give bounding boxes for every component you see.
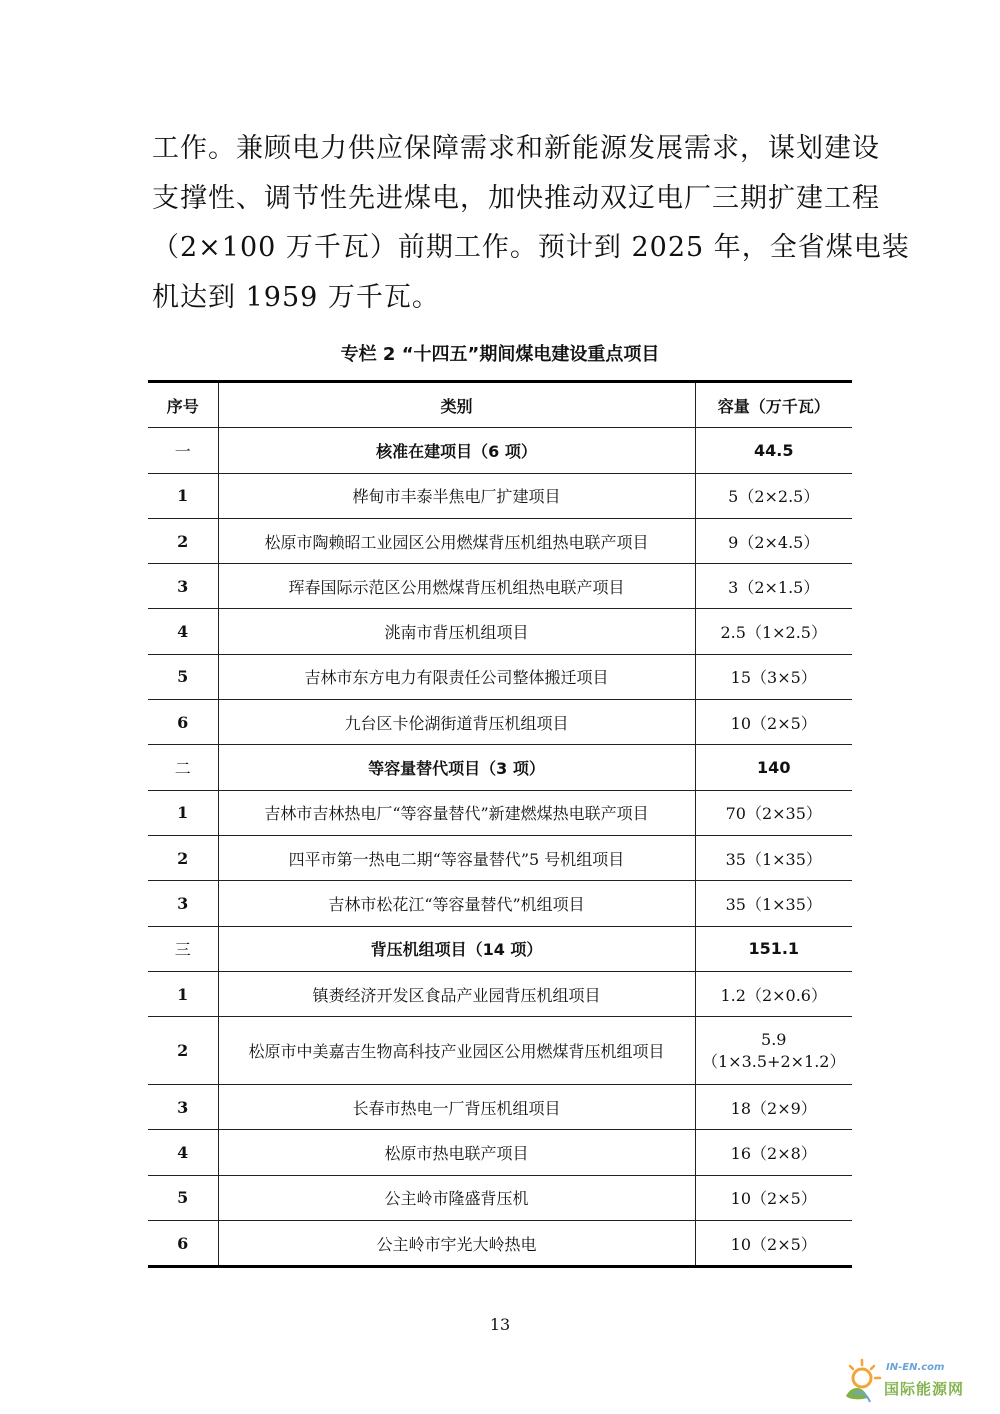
row-project-name: 洮南市背压机组项目 xyxy=(218,609,695,654)
row-project-name: 松原市中美嘉吉生物高科技产业园区公用燃煤背压机组项目 xyxy=(218,1017,695,1085)
row-capacity: 1.2（2×0.6） xyxy=(695,971,852,1016)
paragraph-line: （2×100 万千瓦）前期工作。预计到 2025 年，全省煤电装 xyxy=(152,232,910,263)
row-number: 2 xyxy=(148,518,218,563)
row-number: 二 xyxy=(148,745,218,790)
row-number: 1 xyxy=(148,790,218,835)
row-project-name: 镇赉经济开发区食品产业园背压机组项目 xyxy=(218,971,695,1016)
paragraph-line: 工作。兼顾电力供应保障需求和新能源发展需求，谋划建设 xyxy=(152,133,880,164)
row-number: 2 xyxy=(148,1017,218,1085)
row-number: 6 xyxy=(148,700,218,745)
row-number: 5 xyxy=(148,654,218,699)
row-capacity: 9（2×4.5） xyxy=(695,518,852,563)
row-capacity: 18（2×9） xyxy=(695,1085,852,1130)
row-project-name: 公主岭市隆盛背压机 xyxy=(218,1175,695,1220)
row-number: 3 xyxy=(148,881,218,926)
table-row xyxy=(148,881,852,926)
row-project-name: 背压机组项目（14 项） xyxy=(218,926,695,971)
row-number: 2 xyxy=(148,835,218,880)
watermark-text: 国际能源网 xyxy=(884,1380,965,1398)
table-row xyxy=(148,518,852,563)
table-row xyxy=(148,1175,852,1220)
row-number: 三 xyxy=(148,926,218,971)
row-project-name: 四平市第一热电二期“等容量替代”5 号机组项目 xyxy=(218,835,695,880)
row-project-name: 公主岭市宇光大岭热电 xyxy=(218,1221,695,1267)
table-row xyxy=(148,654,852,699)
table-row xyxy=(148,790,852,835)
table-row xyxy=(148,473,852,518)
row-project-name: 吉林市吉林热电厂“等容量替代”新建燃煤热电联产项目 xyxy=(218,790,695,835)
row-capacity: 5（2×2.5） xyxy=(695,473,852,518)
header-capacity: 容量（万千瓦） xyxy=(695,382,852,428)
row-capacity: 10（2×5） xyxy=(695,700,852,745)
row-capacity: 35（1×35） xyxy=(695,835,852,880)
row-project-name: 核准在建项目（6 项） xyxy=(218,428,695,473)
row-capacity: 3（2×1.5） xyxy=(695,564,852,609)
row-project-name: 九台区卡伦湖街道背压机组项目 xyxy=(218,700,695,745)
table-row xyxy=(148,1085,852,1130)
row-number: 3 xyxy=(148,1085,218,1130)
table-row xyxy=(148,564,852,609)
row-project-name: 松原市陶赖昭工业园区公用燃煤背压机组热电联产项目 xyxy=(218,518,695,563)
row-capacity: 44.5 xyxy=(695,428,852,473)
row-number: 5 xyxy=(148,1175,218,1220)
coal-power-projects-table xyxy=(148,380,852,1268)
sun-leaf-icon xyxy=(840,1356,884,1404)
row-capacity: 10（2×5） xyxy=(695,1175,852,1220)
row-project-name: 珲春国际示范区公用燃煤背压机组热电联产项目 xyxy=(218,564,695,609)
row-number: 4 xyxy=(148,609,218,654)
watermark-url: IN-EN.com xyxy=(886,1362,945,1373)
table-section-row xyxy=(148,428,852,473)
table-row xyxy=(148,1130,852,1175)
header-category: 类别 xyxy=(218,382,695,428)
row-capacity: 140 xyxy=(695,745,852,790)
table-title: 专栏 2 “十四五”期间煤电建设重点项目 xyxy=(340,344,660,365)
row-capacity: 16（2×8） xyxy=(695,1130,852,1175)
row-project-name: 松原市热电联产项目 xyxy=(218,1130,695,1175)
row-capacity: 15（3×5） xyxy=(695,654,852,699)
row-number: 6 xyxy=(148,1221,218,1267)
row-project-name: 桦甸市丰泰半焦电厂扩建项目 xyxy=(218,473,695,518)
row-number: 1 xyxy=(148,971,218,1016)
row-number: 1 xyxy=(148,473,218,518)
row-number: 一 xyxy=(148,428,218,473)
table-section-row xyxy=(148,926,852,971)
row-project-name: 吉林市松花江“等容量替代”机组项目 xyxy=(218,881,695,926)
row-capacity: 5.9（1×3.5+2×1.2） xyxy=(695,1017,852,1085)
table-row xyxy=(148,1221,852,1267)
table-row xyxy=(148,1017,852,1085)
table-row xyxy=(148,700,852,745)
row-project-name: 等容量替代项目（3 项） xyxy=(218,745,695,790)
row-capacity: 151.1 xyxy=(695,926,852,971)
header-no: 序号 xyxy=(148,382,218,428)
table-section-row xyxy=(148,745,852,790)
row-project-name: 长春市热电一厂背压机组项目 xyxy=(218,1085,695,1130)
row-number: 3 xyxy=(148,564,218,609)
row-capacity: 2.5（1×2.5） xyxy=(695,609,852,654)
body-paragraph xyxy=(152,124,910,322)
watermark-logo xyxy=(840,1356,990,1406)
paragraph-line: 支撑性、调节性先进煤电，加快推动双辽电厂三期扩建工程 xyxy=(152,182,880,214)
table-row xyxy=(148,835,852,880)
table-body xyxy=(148,428,852,1267)
table-header-row xyxy=(148,382,852,428)
paragraph-line: 机达到 1959 万千瓦。 xyxy=(152,281,440,313)
row-number: 4 xyxy=(148,1130,218,1175)
row-capacity: 10（2×5） xyxy=(695,1221,852,1267)
row-project-name: 吉林市东方电力有限责任公司整体搬迁项目 xyxy=(218,654,695,699)
row-capacity: 35（1×35） xyxy=(695,881,852,926)
row-capacity: 70（2×35） xyxy=(695,790,852,835)
page-number: 13 xyxy=(489,1315,511,1334)
table-row xyxy=(148,971,852,1016)
table-row xyxy=(148,609,852,654)
